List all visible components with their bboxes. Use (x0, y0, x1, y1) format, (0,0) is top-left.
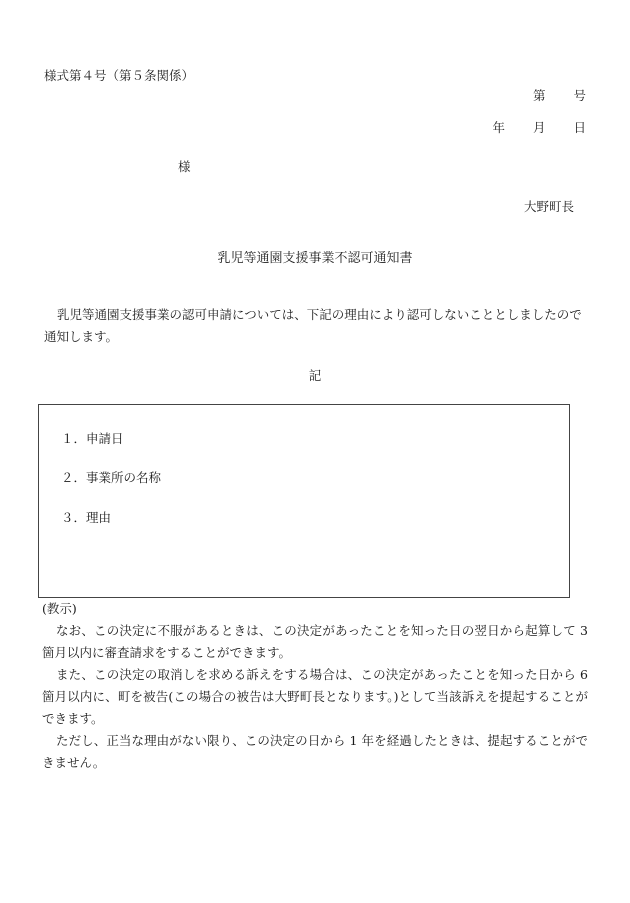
form-label: 様式第４号（第５条関係） (44, 68, 195, 83)
date-month: 月 (532, 120, 546, 135)
item-facility-name: ２．事業所の名称 (61, 470, 162, 485)
notice-paragraph-3: ただし、正当な理由がない限り、この決定の日から 1 年を経過したときは、提起することができません。 (42, 733, 588, 770)
notice-paragraph-1: なお、この決定に不服があるときは、この決定があったことを知った日の翌日から起算して 3 箇月以内に審査請求をすることができます。 (42, 623, 588, 660)
number-go: 号 (573, 88, 586, 103)
appeal-notice (42, 598, 588, 774)
item-reason: ３．理由 (61, 510, 112, 525)
item-application-date: １．申請日 (61, 431, 124, 446)
document-number-line (533, 86, 586, 104)
date-line (492, 118, 586, 136)
document-title: 乳児等通園支援事業不認可通知書 (217, 251, 413, 266)
date-year: 年 (492, 120, 505, 135)
body-paragraph: 乳児等通園支援事業の認可申請については、下記の理由により認可しないこととしましたので通知します。 (44, 307, 582, 344)
details-box (38, 404, 570, 598)
issuer-name: 大野町長 (523, 199, 574, 214)
number-dai: 第 (532, 88, 546, 103)
date-day: 日 (573, 120, 586, 135)
notice-paragraph-2: また、この決定の取消しを求める訴えをする場合は、この決定があったことを知った日から 6 箇月以内に、町を被告(この場合の被告は大野町長となります。)として当該訴えを提起することができます。 (42, 667, 588, 726)
notice-heading: (教示) (42, 601, 77, 616)
addressee-suffix: 様 (178, 159, 191, 174)
ki-heading: 記 (308, 368, 322, 383)
